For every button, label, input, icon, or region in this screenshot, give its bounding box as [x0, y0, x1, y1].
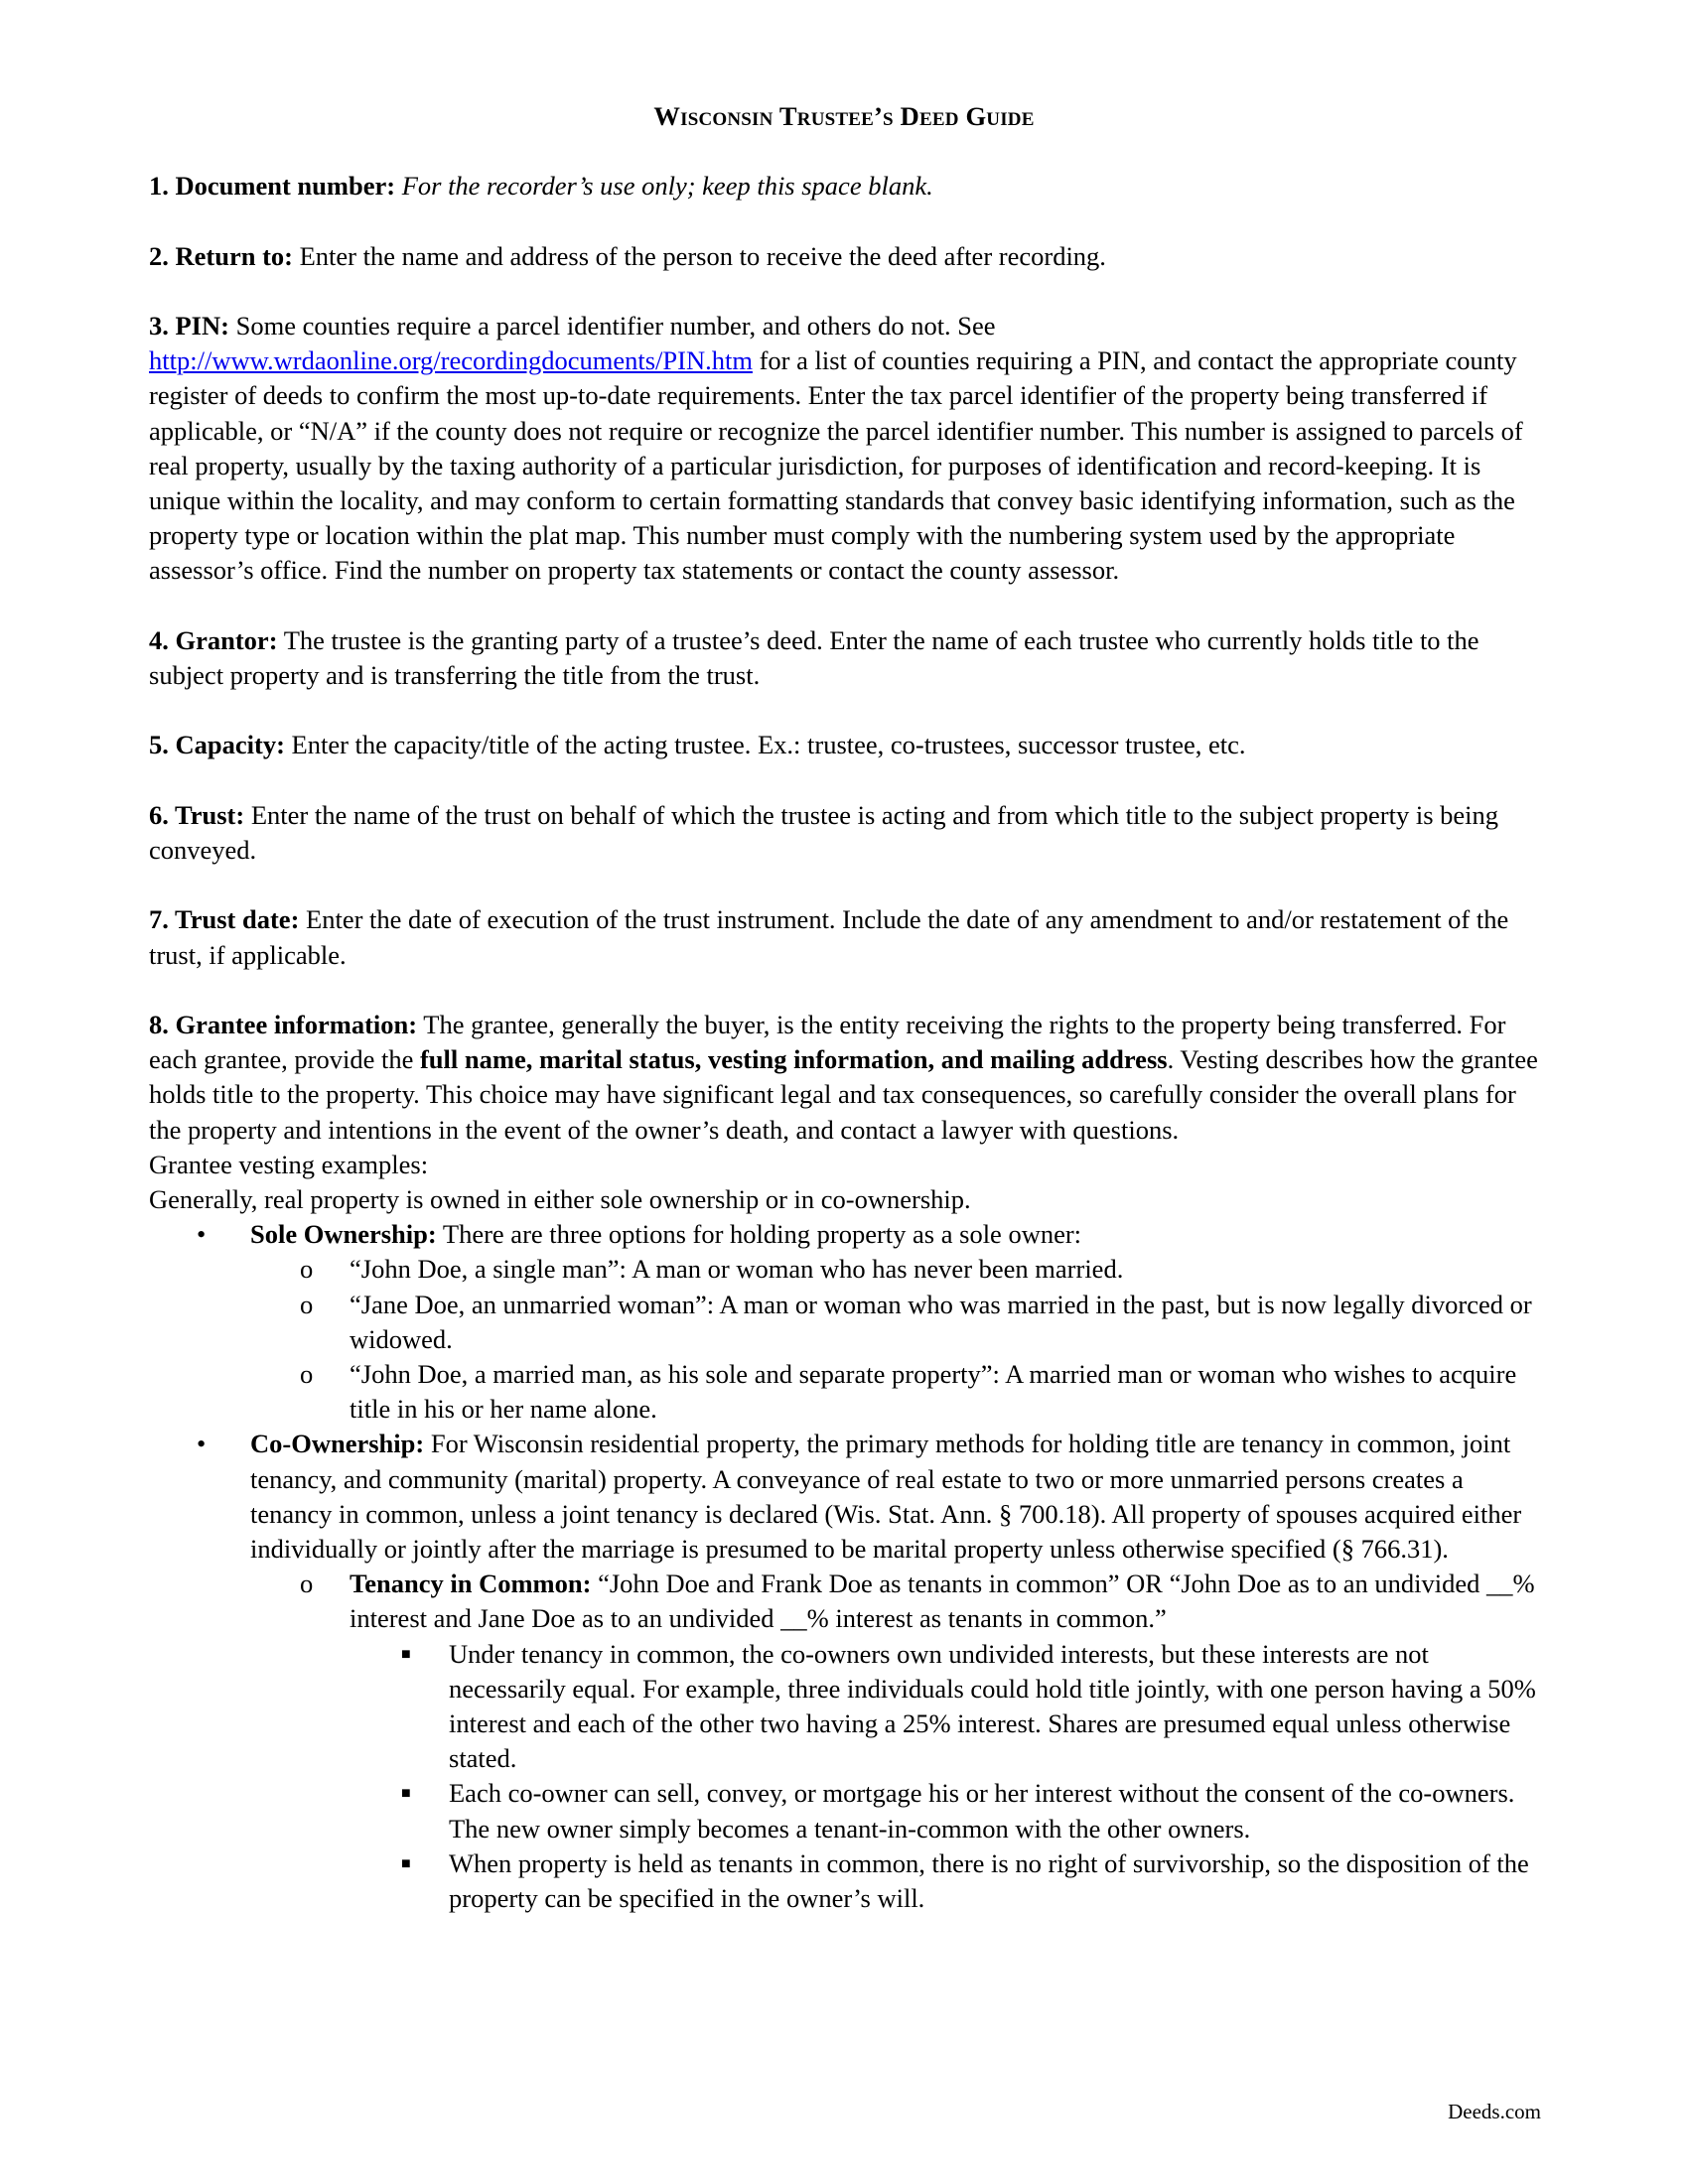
item-return-to [149, 239, 1539, 274]
item-label: 3. PIN: [149, 310, 229, 341]
item-text: The grantee, generally the buyer, is the entity receiving the rights to the property being transferred. For each grantee, provide the [149, 1009, 1506, 1075]
circle-bullet-icon: o [300, 1359, 314, 1389]
item-label: 8. Grantee information: [149, 1009, 418, 1039]
list-item [250, 1288, 1539, 1357]
item-text: Enter the name and address of the person to receive the deed after recording. [299, 240, 1106, 271]
circle-bullet-icon: o [300, 1569, 314, 1599]
footer-brand: Deeds.com [1448, 2100, 1541, 2123]
item-text: Some counties require a parcel identifier number, and others do not. See [235, 310, 996, 341]
item-label: 7. Trust date: [149, 904, 300, 935]
square-bullet-icon: ■ [401, 1854, 411, 1872]
list-item-text: “John Doe, a married man, as his sole and separate property”: A married man or woman who wishes to acquire title in his or her name alone. [350, 1359, 1517, 1425]
examples-heading: Grantee vesting examples: [149, 1149, 429, 1179]
item-label: 5. Capacity: [149, 730, 285, 760]
item-trust [149, 798, 1539, 868]
item-text-bold: full name, marital status, vesting information, and mailing address [419, 1044, 1168, 1075]
item-text: For Wisconsin residential property, the primary methods for holding title are tenancy in common, joint tenancy, and community (marital) property. A conveyance of real estate to two or more unmarried persons creates a tenancy in common, unless a joint tenancy is declared (Wis. Stat. Ann. § 700.18). All property of spouses acquired either individually or jointly after the marriage is presumed to be marital property unless otherwise specified (§ 766.31). [250, 1429, 1522, 1565]
list-item-text: When property is held as tenants in common, there is no right of survivorship, so the disposition of the property can be specified in the owner’s will. [449, 1847, 1529, 1914]
item-label: 2. Return to: [149, 240, 293, 271]
sole-options-list [250, 1252, 1539, 1427]
examples-intro: Generally, real property is owned in either sole ownership or in co-ownership. [149, 1183, 971, 1214]
item-document-number [149, 169, 1539, 204]
item-text: There are three options for holding property as a sole owner: [442, 1219, 1082, 1250]
list-item-tenancy-in-common [250, 1567, 1539, 1916]
list-item [350, 1846, 1539, 1916]
list-item-sole-ownership [149, 1217, 1539, 1427]
list-item [350, 1776, 1539, 1845]
list-item-text: “John Doe and Frank Doe as tenants in common” OR “John Doe as to an undivided __% interest and Jane Doe as to an undivided __% interest as tenants in common.” [350, 1569, 1535, 1634]
item-text: for a list of counties requiring a PIN, and contact the appropriate county register of deeds to confirm the most up-to-date requirements. Enter the tax parcel identifier of the property being transferred if applicable, or “N/A” if the county does not require or recognize the parcel identifier number. This number is assigned to parcels of real property, usually by the taxing authority of a particular jurisdiction, for purposes of identification and record-keeping. It is unique within the locality, and may conform to certain formatting standards that convey basic identifying information, such as the property type or location within the plat map. This number must comply with the numbering system used by the appropriate assessor’s office. Find the number on property tax statements or contact the county assessor. [149, 345, 1523, 586]
ownership-list [149, 1217, 1539, 1916]
item-pin [149, 309, 1539, 589]
item-label: Sole Ownership: [250, 1219, 437, 1250]
list-item-co-ownership [149, 1427, 1539, 1916]
item-text: The trustee is the granting party of a trustee’s deed. Enter the name of each trustee who currently holds title to the subject property and is transferring the title from the trust. [149, 624, 1479, 690]
pin-counties-link[interactable]: http://www.wrdaonline.org/recordingdocuments/PIN.htm [149, 345, 753, 376]
list-item-text: Under tenancy in common, the co-owners own undivided interests, but these interests are not necessarily equal. For example, three individuals could hold title jointly, with one person having a 50% interest and each of the other two having a 25% interest. Shares are presumed equal unless otherwise stated. [449, 1638, 1536, 1774]
list-item-text: Each co-owner can sell, convey, or mortgage his or her interest without the consent of the co-owners. The new owner simply becomes a tenant-in-common with the other owners. [449, 1778, 1515, 1843]
bullet-icon: • [197, 1219, 207, 1250]
list-item [350, 1637, 1539, 1777]
circle-bullet-icon: o [300, 1289, 314, 1319]
list-item-text: “Jane Doe, an unmarried woman”: A man or woman who was married in the past, but is now legally divorced or widowed. [350, 1289, 1532, 1354]
circle-bullet-icon: o [300, 1254, 314, 1285]
list-item-text: “John Doe, a single man”: A man or woman who has never been married. [350, 1254, 1124, 1285]
item-label: Tenancy in Common: [350, 1569, 592, 1599]
item-grantee [149, 1008, 1539, 1148]
item-capacity [149, 728, 1539, 762]
list-item [250, 1357, 1539, 1427]
bullet-icon: • [197, 1429, 207, 1459]
document-page [149, 99, 1539, 1916]
square-bullet-icon: ■ [401, 1645, 411, 1663]
item-label: Co-Ownership: [250, 1429, 425, 1459]
item-grantor [149, 623, 1539, 693]
item-text: Enter the name of the trust on behalf of which the trustee is acting and from which title to the subject property is being conveyed. [149, 799, 1499, 865]
tenancy-points-list [350, 1637, 1539, 1917]
item-text: For the recorder’s use only; keep this space blank. [401, 171, 933, 202]
list-item [250, 1252, 1539, 1287]
item-label: 6. Trust: [149, 799, 245, 830]
item-trust-date [149, 902, 1539, 972]
co-options-list [250, 1567, 1539, 1916]
item-text: . Vesting describes how the grantee holds title to the property. This choice may have significant legal and tax consequences, so carefully consider the overall plans for the property and intentions in the event of the owner’s death, and contact a lawyer with questions. [149, 1044, 1538, 1145]
item-text: Enter the capacity/title of the acting trustee. Ex.: trustee, co-trustees, successor trustee, etc. [291, 730, 1246, 760]
item-text: Enter the date of execution of the trust instrument. Include the date of any amendment to and/or restatement of the trust, if applicable. [149, 904, 1509, 970]
document-title: Wisconsin Trustee’s Deed Guide [653, 101, 1035, 131]
item-label: 1. Document number: [149, 171, 396, 202]
item-label: 4. Grantor: [149, 624, 278, 655]
square-bullet-icon: ■ [401, 1785, 411, 1803]
